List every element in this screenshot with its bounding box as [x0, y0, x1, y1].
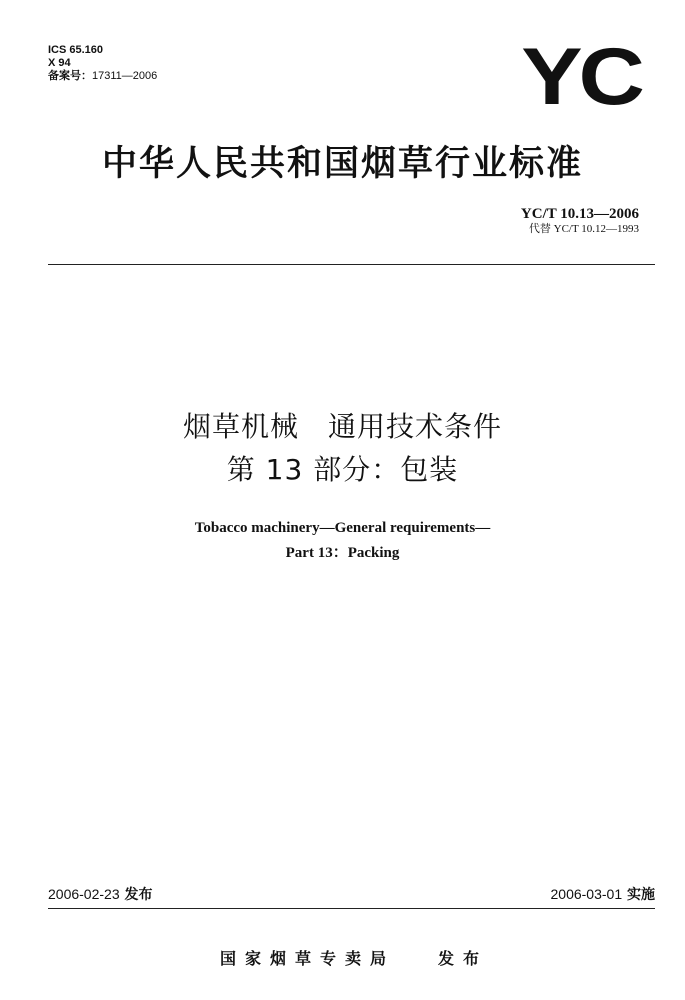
replaces-standard: 代替 YC/T 10.12—1993 — [528, 223, 639, 235]
registration-label: 备案号： — [48, 70, 92, 82]
standard-number: YC/T 10.13—2006 — [520, 206, 639, 222]
implementation-date-value: 2006-03-01 — [550, 886, 623, 902]
chinese-title-line-2: 第 13 部分：包装 — [226, 453, 459, 486]
standard-body-title: 中华人民共和国烟草行业标准 — [101, 144, 583, 184]
bottom-divider — [48, 908, 655, 909]
issue-date — [48, 884, 153, 904]
chinese-title-line-1: 烟草机械 通用技术条件 — [182, 410, 502, 443]
english-title-line-2: Part 13：Packing — [285, 545, 400, 561]
top-divider — [48, 264, 655, 265]
issue-date-value: 2006-02-23 — [48, 886, 120, 902]
english-title-line-1: Tobacco machinery—General requirements— — [194, 520, 491, 536]
implementation-label: 实施 — [622, 887, 655, 903]
standard-number-block — [521, 205, 639, 236]
implementation-date — [551, 884, 656, 904]
issue-label: 发布 — [119, 887, 153, 903]
yc-logo: YC — [521, 31, 641, 122]
classification-block — [48, 44, 157, 83]
ics-code: ICS 65.160 — [48, 44, 104, 56]
registration-line — [48, 70, 157, 83]
publish-word: 发布 — [438, 949, 489, 968]
registration-number: 17311—2006 — [92, 70, 158, 82]
class-code: X 94 — [48, 57, 71, 69]
publisher-name: 国家烟草专卖局 — [220, 949, 396, 968]
